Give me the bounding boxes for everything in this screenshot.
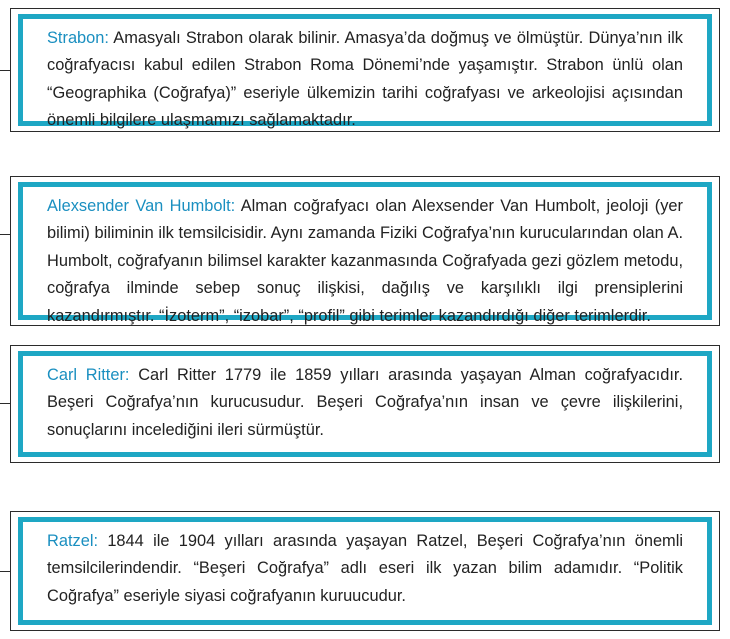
card-heading: Strabon: — [47, 29, 109, 47]
connector-line-ratzel — [0, 571, 10, 572]
card-description: 1844 ile 1904 yılları arasında yaşayan Ratzel, Beşeri Coğrafya’nın önemli temsilcilerindendir. “Beşeri Coğrafya” adlı eseri ilk yazan bilim adamıdır. “Politik Coğrafya” eseriyle siyasi coğrafyanın kuruucudur. — [47, 532, 683, 605]
connector-line-humbolt — [0, 234, 10, 235]
card-ratzel — [10, 511, 720, 631]
card-frame — [18, 14, 712, 130]
card-strabon — [10, 8, 720, 132]
card-heading: Carl Ritter: — [47, 366, 130, 384]
card-heading: Alexsender Van Humbolt: — [47, 197, 236, 215]
card-body — [47, 362, 683, 444]
card-heading: Ratzel: — [47, 532, 99, 550]
connector-line-ritter — [0, 403, 10, 404]
card-body — [47, 193, 683, 330]
card-description: Amasyalı Strabon olarak bilinir. Amasya’da doğmuş ve ölmüştür. Dünya’nın ilk coğrafyacısı kabul edilen Strabon Roma Dönemi’nde yaşamıştır. Strabon ünlü olan “Geographika (Coğrafya)” eseriyle ülkemizin tarihi coğrafyası ve arkeolojisi açısından önemli bilgilere ulaşmamızı sağlamaktadır. — [47, 29, 683, 130]
card-frame — [18, 517, 712, 625]
card-description: Carl Ritter 1779 ile 1859 yılları arasında yaşayan Alman coğrafyacıdır. Beşeri Coğrafya’nın kurucusudur. Beşeri Coğrafya’nın insan ve çevre ilişkilerini, sonuçlarını incelediğini ileri sürmüştür. — [47, 366, 684, 439]
card-body — [47, 25, 683, 135]
card-description: Alman coğrafyacı olan Alexsender Van Humbolt, jeoloji (yer bilimi) biliminin ilk temsilcisidir. Aynı zamanda Fiziki Coğrafya’nın kurucularından olan A. Humbolt, coğrafyanın bilimsel karakter kazanmasında Coğrafyada gezi gözlem metodu, coğrafya ilminde sebep sonuç ilişkisi, dağılış ve karşılıklı ilgi prensiplerini kazandırmıştır. “İzoterm”, “izobar”, “profil” gibi terimler kazandırdığı diğer terimlerdir. — [47, 197, 683, 325]
connector-line-strabon — [0, 70, 10, 71]
card-frame — [18, 182, 712, 325]
card-body — [47, 528, 683, 610]
card-frame — [18, 351, 712, 457]
card-ritter — [10, 345, 720, 463]
card-humbolt — [10, 176, 720, 326]
